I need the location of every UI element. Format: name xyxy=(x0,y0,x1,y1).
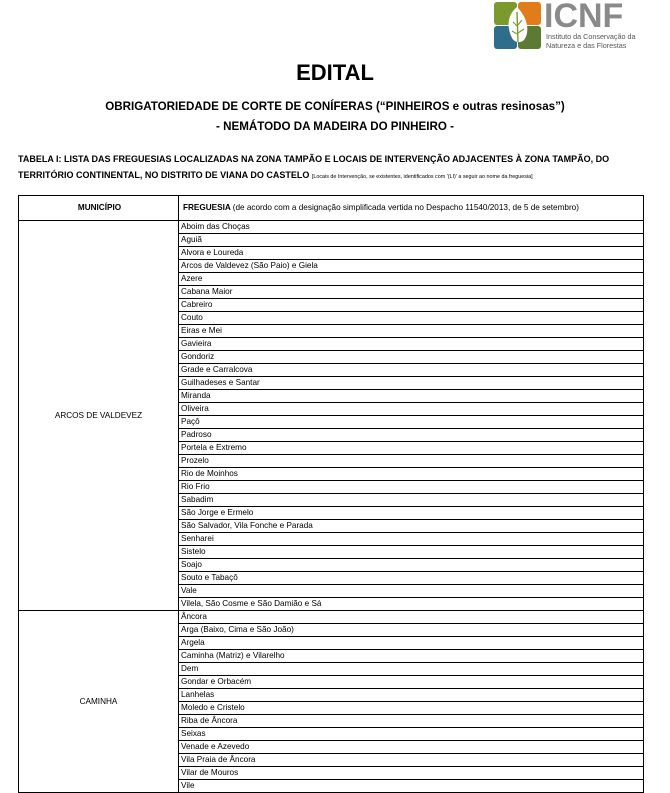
header-freguesia-note: (de acordo com a designação simplificada vertida no Despacho 11540/2013, de 5 de setembro) xyxy=(232,203,579,212)
freguesia-cell: Oliveira xyxy=(179,403,644,416)
freguesia-cell: Couto xyxy=(179,312,644,325)
table-row xyxy=(19,611,644,624)
table-header-row xyxy=(19,196,644,221)
freguesia-cell: Sabadim xyxy=(179,494,644,507)
icnf-logo xyxy=(494,2,654,52)
subtitle-line-1: OBRIGATORIEDADE DE CORTE DE CONÍFERAS (“PINHEIROS e outras resinosas”) xyxy=(105,100,565,113)
freguesia-cell: Gondar e Orbacém xyxy=(179,676,644,689)
freguesia-cell: Seixas xyxy=(179,728,644,741)
header-freguesia-label: FREGUESIA xyxy=(183,203,231,212)
freguesia-cell: Eiras e Mei xyxy=(179,325,644,338)
logo-subtitle: Instituto da Conservação da Natureza e das Florestas xyxy=(546,32,636,50)
icnf-leaf-icon xyxy=(494,2,541,49)
freguesia-cell: Prozelo xyxy=(179,455,644,468)
freguesia-cell: Senharei xyxy=(179,533,644,546)
freguesia-cell: Cabreiro xyxy=(179,299,644,312)
table-caption xyxy=(18,151,654,185)
logo-name: ICNF xyxy=(544,0,624,35)
freguesia-cell: São Salvador, Vila Fonche e Parada xyxy=(179,520,644,533)
freguesia-cell: Vila Praia de Âncora xyxy=(179,754,644,767)
freguesia-cell: Argela xyxy=(179,637,644,650)
freguesia-cell: Riba de Âncora xyxy=(179,715,644,728)
freguesia-cell: Gavieira xyxy=(179,338,644,351)
freguesia-cell: São Jorge e Ermelo xyxy=(179,507,644,520)
freguesia-cell: Vile xyxy=(179,780,644,793)
freguesia-cell: Dem xyxy=(179,663,644,676)
freguesia-cell: Portela e Extremo xyxy=(179,442,644,455)
freguesia-cell: Paçô xyxy=(179,416,644,429)
freguesia-cell: Moledo e Cristelo xyxy=(179,702,644,715)
freguesia-cell: Padroso xyxy=(179,429,644,442)
freguesia-cell: Vilela, São Cosme e São Damião e Sá xyxy=(179,598,644,611)
freguesia-cell: Caminha (Matriz) e Vilarelho xyxy=(179,650,644,663)
freguesia-cell: Cabana Maior xyxy=(179,286,644,299)
freguesia-cell: Âncora xyxy=(179,611,644,624)
freguesia-cell: Arga (Baixo, Cima e São João) xyxy=(179,624,644,637)
freguesias-table xyxy=(18,195,644,793)
freguesia-cell: Gondoriz xyxy=(179,351,644,364)
freguesia-cell: Soajo xyxy=(179,559,644,572)
freguesia-cell: Azere xyxy=(179,273,644,286)
page-title: EDITAL xyxy=(296,60,374,85)
freguesia-cell: Rio de Moinhos xyxy=(179,468,644,481)
freguesia-cell: Aguiã xyxy=(179,234,644,247)
freguesia-cell: Aboim das Choças xyxy=(179,221,644,234)
freguesia-cell: Grade e Carralcova xyxy=(179,364,644,377)
freguesia-cell: Sistelo xyxy=(179,546,644,559)
freguesia-cell: Lanhelas xyxy=(179,689,644,702)
freguesia-cell: Arcos de Valdevez (São Paio) e Giela xyxy=(179,260,644,273)
freguesia-cell: Alvora e Loureda xyxy=(179,247,644,260)
municipio-cell: CAMINHA xyxy=(19,611,179,793)
freguesia-cell: Vilar de Mouros xyxy=(179,767,644,780)
freguesia-cell: Miranda xyxy=(179,390,644,403)
table-row xyxy=(19,221,644,234)
municipio-cell: ARCOS DE VALDEVEZ xyxy=(19,221,179,611)
table-caption-text: TABELA I: LISTA DAS FREGUESIAS LOCALIZADAS NA ZONA TAMPÃO E LOCAIS DE INTERVENÇÃO ADJACENTES À ZONA TAMPÃO, DO TERRITÓRIO CONTINENTAL, NO DISTRITO DE VIANA DO CASTELO xyxy=(18,154,610,180)
header-municipio: MUNICÍPIO xyxy=(19,196,179,221)
freguesia-cell: Venade e Azevedo xyxy=(179,741,644,754)
freguesia-cell: Vale xyxy=(179,585,644,598)
freguesia-cell: Souto e Tabaçô xyxy=(179,572,644,585)
header-freguesia xyxy=(179,196,644,221)
freguesia-cell: Rio Frio xyxy=(179,481,644,494)
subtitle-line-2: - NEMÁTODO DA MADEIRA DO PINHEIRO - xyxy=(216,120,454,133)
freguesia-cell: Guilhadeses e Santar xyxy=(179,377,644,390)
table-body xyxy=(19,221,644,793)
table-caption-note: [Locais de Intervenção, se existentes, identificados com '(LI)' a seguir ao nome da freguesia] xyxy=(311,174,533,180)
